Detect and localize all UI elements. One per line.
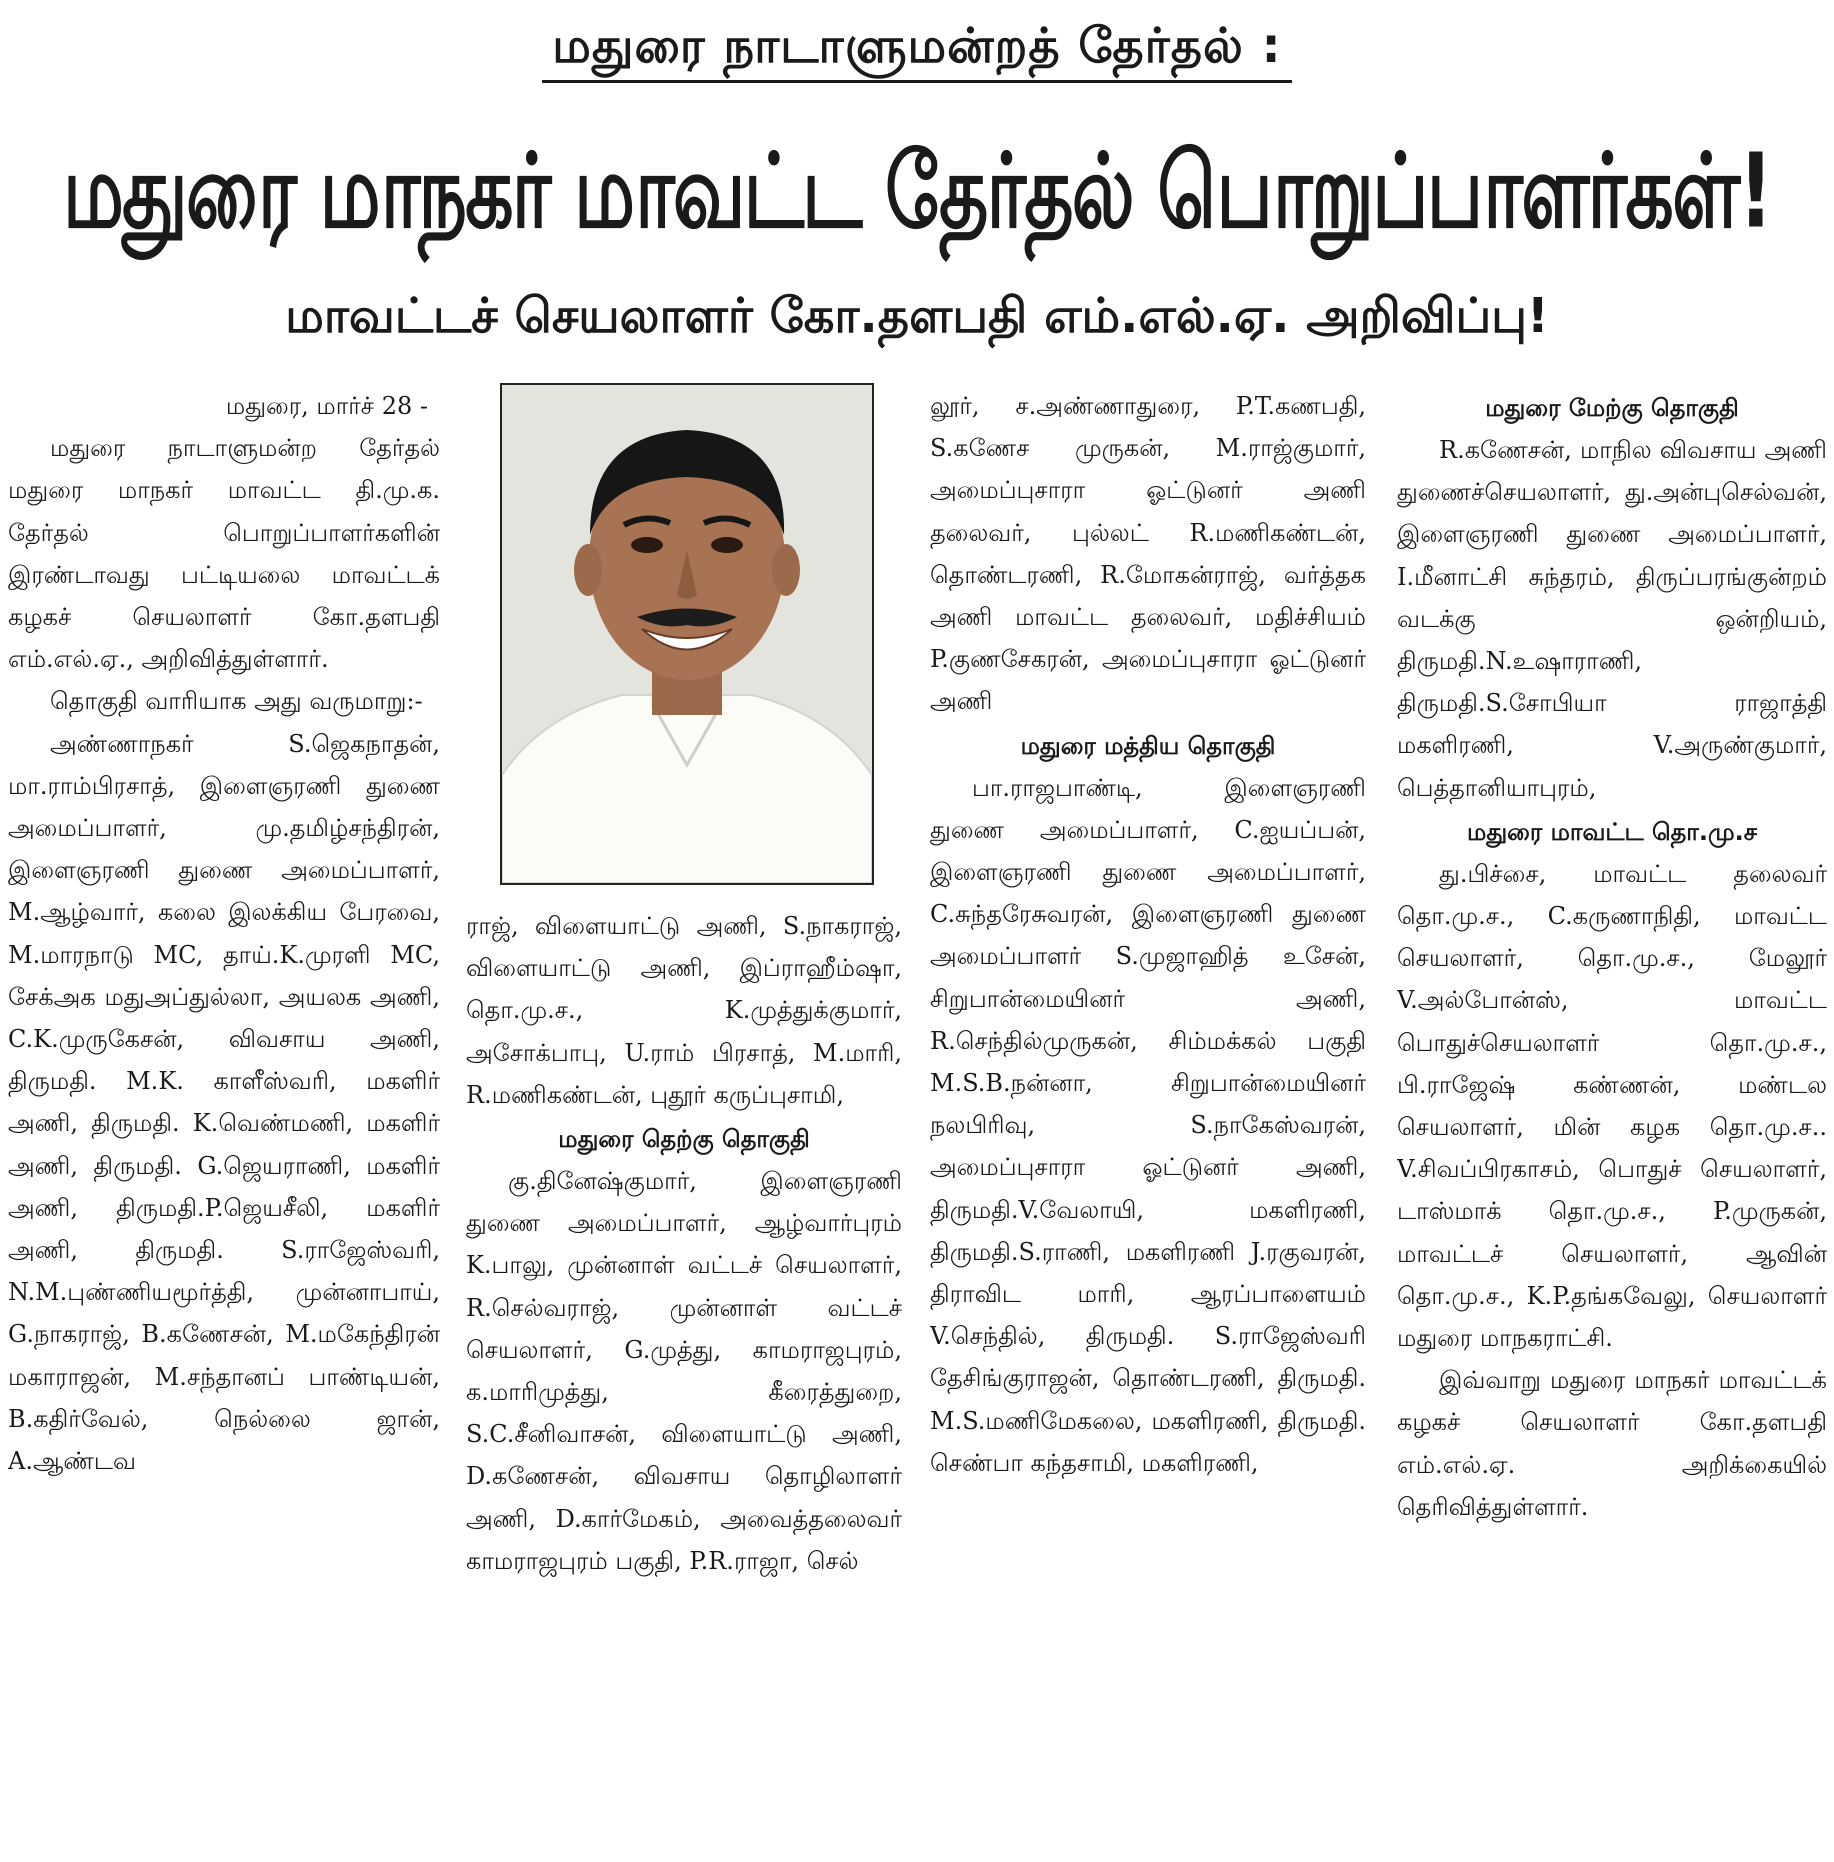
article-column-3 [930,385,1366,1862]
portrait-photo-icon [502,385,872,883]
article-column-1 [8,385,440,1862]
article-column-2 [466,905,902,1862]
section-heading-tmus: மதுரை மாவட்ட தொ.மு.ச [1467,817,1757,846]
north-list: அண்ணாநகர் S.ஜெகநாதன், மா.ராம்பிரசாத், இளைஞரணி துணை அமைப்பாளர், மு.தமிழ்சந்திரன், இளைஞரணி துணை அமைப்பாளர், M.ஆழ்வார், கலை இலக்கிய பேரவை, M.மாரநாடு MC, தாய்.K.முரளி MC, சேக்அக மதுஅப்துல்லா, அயலக அணி, C.K.முருகேசன், விவசாய அணி, திருமதி. M.K. காளீஸ்வரி, மகளிர் அணி, திருமதி. K.வெண்மணி, மகளிர் அணி, திருமதி. G.ஜெயராணி, மகளிர் அணி, திருமதி.P.ஜெயசீலி, மகளிர் அணி, திருமதி. S.ராஜேஸ்வரி, N.M.புண்ணியமூர்த்தி, முன்னாபாய், G.நாகராஜ், B.கணேசன், M.மகேந்திரன் மகாராஜன், M.சந்தானப் பாண்டியன், B.கதிர்வேல், நெல்லை ஜான், A.ஆண்டவ [8,729,440,1476]
intro-paragraph: மதுரை நாடாளுமன்ற தேர்தல் மதுரை மாநகர் மாவட்ட தி.மு.க. தேர்தல் பொறுப்பாளர்களின் இரண்டாவது பட்டியலை மாவட்டக் கழகச் செயலாளர் கோ.தளபதி எம்.எல்.ஏ., அறிவித்துள்ளார். [8,434,440,674]
south-list: கு.தினேஷ்குமார், இளைஞரணி துணை அமைப்பாளர், ஆழ்வார்புரம் K.பாலு, முன்னாள் வட்டச் செயலாளர், R.செல்வராஜ், முன்னாள் வட்டச் செயலாளர், G.முத்து, காமராஜபுரம், க.மாரிமுத்து, கீரைத்துறை, S.C.சீனிவாசன், விளையாட்டு அணி, D.கணேசன், விவசாய தொழிலாளர் அணி, D.கார்மேகம், அவைத்தலைவர் காமராஜபுரம் பகுதி, P.R.ராஜா, செல் [466,1167,902,1575]
kicker-text: மதுரை நாடாளுமன்றத் தேர்தல் : [542,18,1292,83]
section-heading-west: மதுரை மேற்கு தொகுதி [1485,394,1739,422]
closing-paragraph: இவ்வாறு மதுரை மாநகர் மாவட்டக் கழகச் செயலாளர் கோ.தளபதி எம்.எல்.ஏ. அறிக்கையில் தெரிவித்துள்ளார். [1397,1366,1827,1521]
portrait-photo [500,383,874,885]
kicker [0,18,1834,80]
central-list: பா.ராஜபாண்டி, இளைஞரணி துணை அமைப்பாளர், C.ஐயப்பன், இளைஞரணி துணை அமைப்பாளர், C.சுந்தரேசுவரன், இளைஞரணி துணை அமைப்பாளர் S.முஜாஹித் உசேன், சிறுபான்மையினர் அணி, R.செந்தில்முருகன், சிம்மக்கல் பகுதி M.S.B.நன்னா, சிறுபான்மையினர் நலபிரிவு, S.நாகேஸ்வரன், அமைப்புசாரா ஓட்டுனர் அணி, திருமதி.V.வேலாயி, மகளிரணி, திருமதி.S.ராணி, மகளிரணி J.ரகுவரன், திராவிட மாரி, ஆரப்பாளையம் V.செந்தில், திருமதி. S.ராஜேஸ்வரி தேசிங்குராஜன், தொண்டரணி, திருமதி. M.S.மணிமேகலை, மகளிரணி, திருமதி. செண்பா கந்தசாமி, மகளிரணி, [930,773,1366,1477]
article-column-4 [1397,385,1827,1862]
tmus-list: து.பிச்சை, மாவட்ட தலைவர் தொ.மு.ச., C.கருணாநிதி, மாவட்ட செயலாளர், தொ.மு.ச., மேலூர் V.அல்போன்ஸ், மாவட்ட பொதுச்செயலாளர் தொ.மு.ச., பி.ராஜேஷ் கண்ணன், மண்டல செயலாளர், மின் கழக தொ.மு.ச.. V.சிவப்பிரகாசம், பொதுச் செயலாளர், டாஸ்மாக் தொ.மு.ச., P.முருகன், மாவட்டச் செயலாளர், ஆவின் தொ.மு.ச., K.P.தங்கவேலு, செயலாளர் மதுரை மாநகராட்சி. [1397,859,1827,1353]
north-list-continued: ராஜ், விளையாட்டு அணி, S.நாகராஜ், விளையாட்டு அணி, இப்ராஹீம்ஷா, தொ.மு.ச., K.முத்துக்குமார், அசோக்பாபு, U.ராம் பிரசாத், M.மாரி, R.மணிகண்டன், புதூர் கருப்புசாமி, [466,912,902,1109]
dateline: மதுரை, மார்ச் 28 - [225,392,428,420]
west-list: R.கணேசன், மாநில விவசாய அணி துணைச்செயலாளர், து.அன்புசெல்வன், இளைஞரணி துணை அமைப்பாளர், I.மீனாட்சி சுந்தரம், திருப்பரங்குன்றம் வடக்கு ஒன்றியம், திருமதி.N.உஷாராணி, திருமதி.S.சோபியா ராஜாத்தி மகளிரணி, V.அருண்குமார், பெத்தானியாபுரம், [1397,436,1827,802]
intro-paragraph-2: தொகுதி வாரியாக அது வருமாறு:- [50,687,423,716]
south-list-continued: லூர், ச.அண்ணாதுரை, P.T.கணபதி, S.கணேச முருகன், M.ராஜ்குமார், அமைப்புசாரா ஓட்டுனர் அணி தலைவர், புல்லட் R.மணிகண்டன், தொண்டரணி, R.மோகன்ராஜ், வர்த்தக அணி மாவட்ட தலைவர், மதிச்சியம் P.குணசேகரன், அமைப்புசாரா ஓட்டுனர் அணி [930,392,1366,716]
subheadline: மாவட்டச் செயலாளர் கோ.தளபதி எம்.எல்.ஏ. அறிவிப்பு! [285,288,1549,344]
section-heading-south: மதுரை தெற்கு தொகுதி [558,1125,810,1154]
headline: மதுரை மாநகர் மாவட்ட தேர்தல் பொறுப்பாளர்கள்! [62,130,1772,251]
section-heading-central: மதுரை மத்திய தொகுதி [1020,731,1276,760]
